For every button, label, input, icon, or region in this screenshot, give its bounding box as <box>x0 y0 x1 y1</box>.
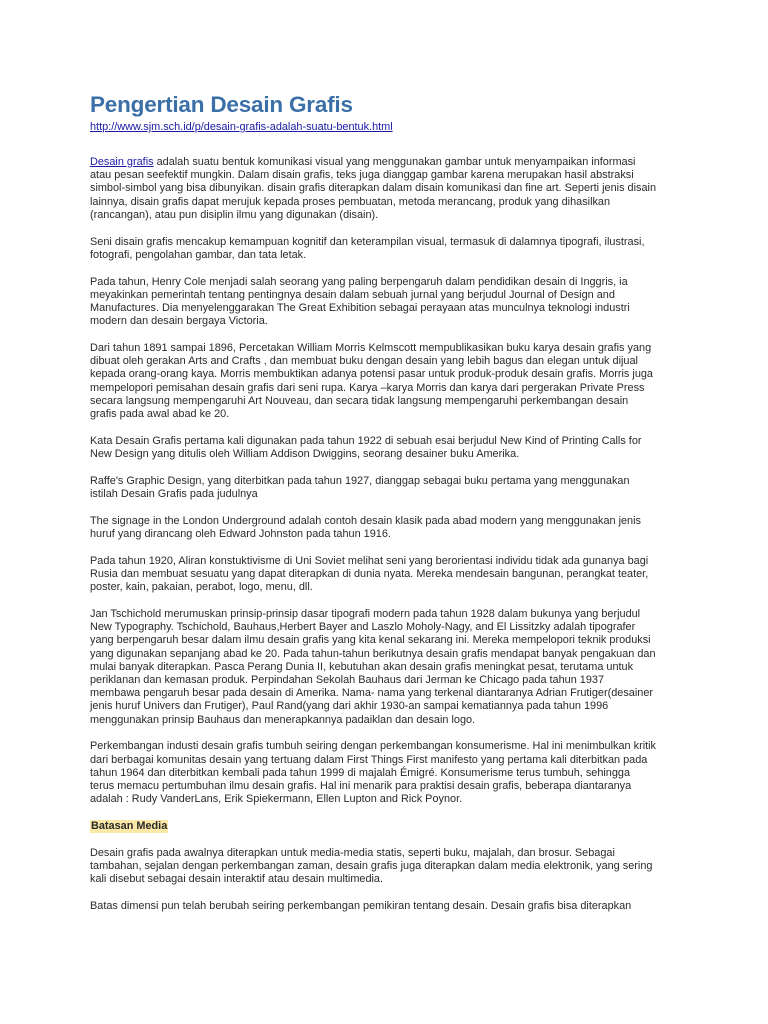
paragraph-intro <box>90 156 680 222</box>
paragraph-kata-desain-grafis <box>90 435 680 461</box>
paragraph-line: mulai banyak diterapkan. Pasca Perang Dunia II, kebutuhan akan desain grafis meningkat pesat, terutama untuk <box>90 660 634 673</box>
paragraph-line: tahun 1964 dan diterbitkan kembali pada tahun 1999 di majalah Émigré. Konsumerisme terus tumbuh, sehingga <box>90 766 631 779</box>
paragraph-raffe <box>90 475 680 501</box>
paragraph-henry-cole <box>90 276 680 329</box>
paragraph-line: yang berpengaruh besar dalam ilmu desain grafis yang kita kenal sekarang ini. Mereka mempelopori teknik produksi <box>90 634 651 647</box>
paragraph-line: New Design yang ditulis oleh William Addison Dwiggins, seorang desainer buku Amerika. <box>90 448 520 461</box>
paragraph-line: The signage in the London Underground adalah contoh desain klasik pada abad modern yang menggunakan jenis <box>90 514 641 527</box>
paragraph-line: Rusia dan membuat sesuatu yang dapat diterapkan di dunia nyata. Mereka mendesain bangunan, perangkat teater, <box>90 568 649 581</box>
paragraph-line: Perkembangan industi desain grafis tumbuh seiring dengan perkembangan konsumerisme. Hal ini menimbulkan kritik <box>90 740 657 753</box>
paragraph-line: secara langsung mempengaruhi Art Nouveau, dan secara tidak langsung mempengaruhi perkembangan desain <box>90 394 629 407</box>
paragraph-line: fotografi, pengolahan gambar, dan tata letak. <box>90 248 307 261</box>
paragraph-line: Batas dimensi pun telah berubah seiring perkembangan pemikiran tentang desain. Desain grafis bisa diterapkan <box>90 900 632 913</box>
paragraph-line: (rancangan), atau pun disiplin ilmu yang digunakan (disain). <box>90 208 379 221</box>
paragraph-line: atau pesan seefektif mungkin. Dalam disain grafis, teks juga dianggap gambar karena merupakan hasil abstraksi <box>90 169 634 182</box>
document-content <box>90 91 680 913</box>
paragraph-line: adalah suatu bentuk komunikasi visual yang menggunakan gambar untuk menyampaikan informasi <box>153 156 636 168</box>
paragraph-line: kali disebut sebagai desain interaktif atau desain multimedia. <box>90 873 384 886</box>
paragraph-line: grafis pada awal abad ke 20. <box>90 408 230 421</box>
paragraph-line: huruf yang dirancang oleh Edward Johnston pada tahun 1916. <box>90 528 391 541</box>
paragraph-line: mempelopori pemisahan desain grafis dari seni rupa. Karya –karya Morris dan karya dari pergerakan Private Press <box>90 381 645 394</box>
paragraph-line: Pada tahun 1920, Aliran konstuktivisme di Uni Soviet melihat seni yang berorientasi individu tidak ada gunanya bagi <box>90 554 649 567</box>
paragraph-line: istilah Desain Grafis pada judulnya <box>90 488 258 501</box>
paragraph-line: Desain grafis pada awalnya diterapkan untuk media-media statis, seperti buku, majalah, dan brosur. Sebagai <box>90 846 615 859</box>
paragraph-line: simbol-simbol yang bisa dibunyikan. disain grafis diterapkan dalam disain komunikasi dan fine art. Seperti jenis disain <box>90 182 657 195</box>
source-url-link[interactable]: http://www.sjm.sch.id/p/desain-grafis-adalah-suatu-bentuk.html <box>90 121 393 133</box>
desain-grafis-link[interactable]: Desain grafis <box>90 156 154 168</box>
paragraph-line: adalah : Rudy VanderLans, Erik Spiekermann, Ellen Lupton and Rick Poynor. <box>90 793 463 806</box>
paragraph-line: Jan Tschichold merumuskan prinsip-prinsip dasar tipografi modern pada tahun 1928 dalam bukunya yang berjudul <box>90 608 641 621</box>
paragraph-konstruktivisme <box>90 555 680 595</box>
paragraph-line: periklanan dan kemasan produk. Perpindahan Sekolah Bauhaus dari Jerman ke Chicago pada tahun 1937 <box>90 674 605 687</box>
paragraph-line: terus memacu pertumbuhan ilmu desain grafis. Hal ini menarik para praktisi desain grafis, beberapa diantaranya <box>90 780 632 793</box>
paragraph-line: yang digunakan sepanjang abad ke 20. Pada tahun-tahun berikutnya desain grafis mendapat banyak pengakuan dan <box>90 647 656 660</box>
paragraph-line: Manufactures. Dia menyelenggarakan The Great Exhibition sebagai perayaan atas munculnya teknologi industri <box>90 302 630 315</box>
paragraph-line: modern dan desain bergaya Victoria. <box>90 315 268 328</box>
article-body <box>90 156 680 913</box>
paragraph-london-underground <box>90 515 680 541</box>
paragraph-line: Kata Desain Grafis pertama kali digunakan pada tahun 1922 di sebuah esai berjudul New Kind of Printing Calls for <box>90 434 642 447</box>
paragraph-batas-dimensi <box>90 900 680 913</box>
page-title: Pengertian Desain Grafis <box>90 92 353 117</box>
paragraph-william-morris <box>90 342 680 421</box>
paragraph-line: tambahan, sejalan dengan perkembangan zaman, desain grafis juga diterapkan dalam media elektronik, yang sering <box>90 860 653 873</box>
paragraph-line: Seni disain grafis mencakup kemampuan kognitif dan keterampilan visual, termasuk di dalamnya tipografi, ilustrasi, <box>90 235 645 248</box>
paragraph-line: Dari tahun 1891 sampai 1896, Percetakan William Morris Kelmscott mempublikasikan buku karya desain grafis yang <box>90 342 652 355</box>
paragraph-line: meyakinkan pemerintah tentang pentingnya desain dalam sebuah jurnal yang berjudul Journal of Design and <box>90 288 615 301</box>
section-heading-batasan-media: Batasan Media <box>91 820 168 833</box>
paragraph-tschichold <box>90 608 680 727</box>
paragraph-line: menggunakan prinsip Bauhaus dan menerapkannya padaiklan dan desain logo. <box>90 713 476 726</box>
paragraph-line: dibuat oleh gerakan Arts and Crafts , dan membuat buku dengan desain yang lebih bagus dan elegan untuk dijual <box>90 355 638 368</box>
paragraph-line: membawa pengaruh besar pada desain di Amerika. Nama- nama yang terkenal diantaranya Adrian Frutiger(desainer <box>90 687 653 700</box>
paragraph-line: New Typography. Tschichold, Bauhaus,Herbert Bayer and Laszlo Moholy-Nagy, and El Lissitzky adalah tipografer <box>90 621 636 634</box>
paragraph-line: lainnya, disain grafis dapat merujuk kepada proses pembuatan, metoda merancang, produk yang dihasilkan <box>90 195 611 208</box>
subheading-wrapper <box>90 820 680 833</box>
paragraph-line: Raffe's Graphic Design, yang diterbitkan pada tahun 1927, dianggap sebagai buku pertama yang menggunakan <box>90 474 630 487</box>
paragraph-line: kepada orang-orang kaya. Morris membuktikan adanya potensi pasar untuk produk-produk desain grafis. Morris juga <box>90 368 653 381</box>
paragraph-line: dari berbagai komunitas desain yang tertuang dalam First Things First manifesto yang pertama kali diterbitkan pada <box>90 753 648 766</box>
paragraph-line: poster, kain, pakaian, perabot, logo, menu, dll. <box>90 581 313 594</box>
paragraph-media-statis <box>90 847 680 887</box>
paragraph-line: Pada tahun, Henry Cole menjadi salah seorang yang paling berpengaruh dalam pendidikan desain di Inggris, ia <box>90 275 628 288</box>
paragraph-konsumerisme <box>90 740 680 806</box>
paragraph-seni-disain <box>90 236 680 262</box>
paragraph-line: jenis huruf Univers dan Frutiger), Paul Rand(yang dari akhir 1930-an sampai kematiannya pada tahun 1996 <box>90 700 609 713</box>
